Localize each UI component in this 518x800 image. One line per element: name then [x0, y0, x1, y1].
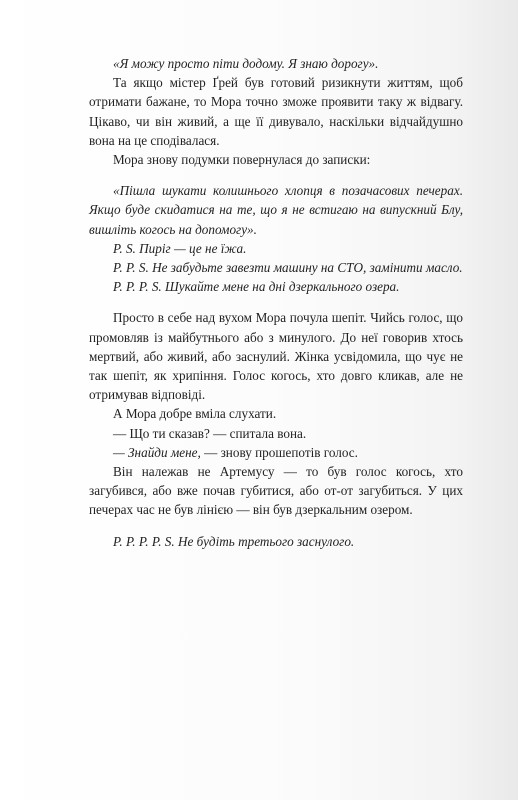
paragraph-4: Просто в себе над вухом Мора почула шепіт. Чийсь голос, що промовляв із майбутнього або з минулого. До неї говорив хтось мертвий, або живий, або заснулий. Жінка усвідомила, що чує не так шепіт, як хрипіння. Голос когось, хто довго кликав, але не отримував відповіді.: [89, 310, 463, 403]
spacer: [89, 520, 463, 532]
paragraph-7: [89, 443, 463, 462]
note-paragraph-1: «Пішла шукати колишнього хлопця в позачасових печерах. Якщо буде скидатися на те, що я не встигаю на випускний Блу, вишліть когось на допомогу».: [89, 183, 463, 237]
paragraph-1: «Я можу просто піти додому. Я знаю дорогу».: [113, 56, 379, 71]
spacer: [89, 169, 463, 181]
paragraph-5: А Мора добре вміла слухати.: [113, 406, 277, 422]
note-ps-1: P. S. Пиріг — це не їжа.: [113, 240, 247, 256]
paragraph-3: Мора знову подумки повернулася до записки:: [113, 152, 371, 168]
paragraph-6: — Що ти сказав? — спитала вона.: [113, 425, 307, 441]
note-ps-4: P. P. P. P. S. Не будіть третього заснулого.: [113, 533, 355, 549]
paragraph-7-rest: — знову прошепотів голос.: [200, 444, 358, 460]
note-ps-2: P. P. S. Не забудьте завезти машину на СТО, замінити масло.: [113, 260, 463, 276]
paragraph-8: Він належав не Артемусу — то був голос когось, хто загубився, або вже почав губитися, або от-от загубиться. У цих печерах час не був лінією — він був дзеркальним озером.: [89, 464, 463, 518]
paragraph-2: Та якщо містер Ґрей був готовий ризикнути життям, щоб отримати бажане, то Мора точно зможе проявити таку ж відвагу. Цікаво, чи він живий, а ще її дивувало, наскільки відчайдушно вона на це сподівалася.: [89, 75, 463, 148]
note-ps-3: P. P. P. S. Шукайте мене на дні дзеркального озера.: [113, 279, 400, 295]
paragraph-7-italic: — Знайди мене,: [113, 444, 201, 460]
spacer: [89, 296, 463, 308]
page-text: [89, 54, 463, 551]
